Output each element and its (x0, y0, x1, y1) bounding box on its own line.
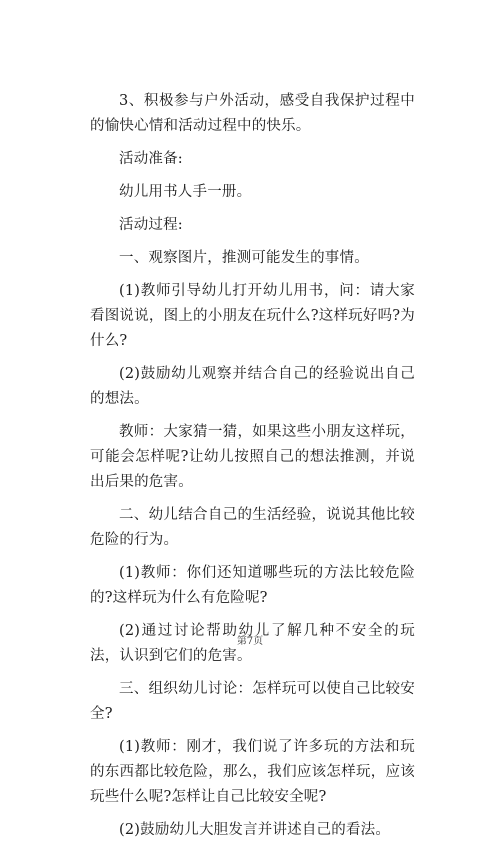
paragraph-section-2-item-2: (2)通过讨论帮助幼儿了解几种不安全的玩法，认识到它们的危害。 (90, 623, 415, 664)
paragraph-section-2: 二、幼儿结合自己的生活经验，说说其他比较危险的行为。 (90, 507, 415, 548)
page-number: 第7页 (236, 636, 264, 647)
paragraph-section-1: 一、观察图片，推测可能发生的事情。 (119, 250, 369, 266)
paragraph-section-3-item-1: (1)教师：刚才，我们说了许多玩的方法和玩的东西都比较危险，那么，我们应该怎样玩，应该玩些什么呢?怎样让自己比较安全呢? (90, 739, 415, 805)
paragraph-process-heading: 活动过程: (119, 217, 183, 233)
paragraph-teacher-guess: 教师：大家猜一猜，如果这些小朋友这样玩，可能会怎样呢?让幼儿按照自己的想法推测，并说出后果的危害。 (90, 424, 415, 490)
paragraph-section-2-item-1: (1)教师：你们还知道哪些玩的方法比较危险的?这样玩为什么有危险呢? (90, 565, 415, 606)
paragraph-prep-heading: 活动准备: (119, 151, 183, 167)
paragraph-prep-materials: 幼儿用书人手一册。 (119, 184, 252, 200)
paragraph-section-1-item-1: (1)教师引导幼儿打开幼儿用书，问：请大家看图说说，图上的小朋友在玩什么?这样玩好吗?为什么? (90, 283, 415, 349)
paragraph-goal-3: 3、积极参与户外活动，感受自我保护过程中的愉快心情和活动过程中的快乐。 (90, 93, 415, 134)
paragraph-section-1-item-2: (2)鼓励幼儿观察并结合自己的经验说出自己的想法。 (90, 366, 415, 407)
paragraph-section-3-item-2: (2)鼓励幼儿大胆发言并讲述自己的看法。 (119, 822, 391, 838)
document-body (90, 89, 415, 851)
paragraph-section-3: 三、组织幼儿讨论：怎样玩可以使自己比较安全? (90, 681, 415, 722)
